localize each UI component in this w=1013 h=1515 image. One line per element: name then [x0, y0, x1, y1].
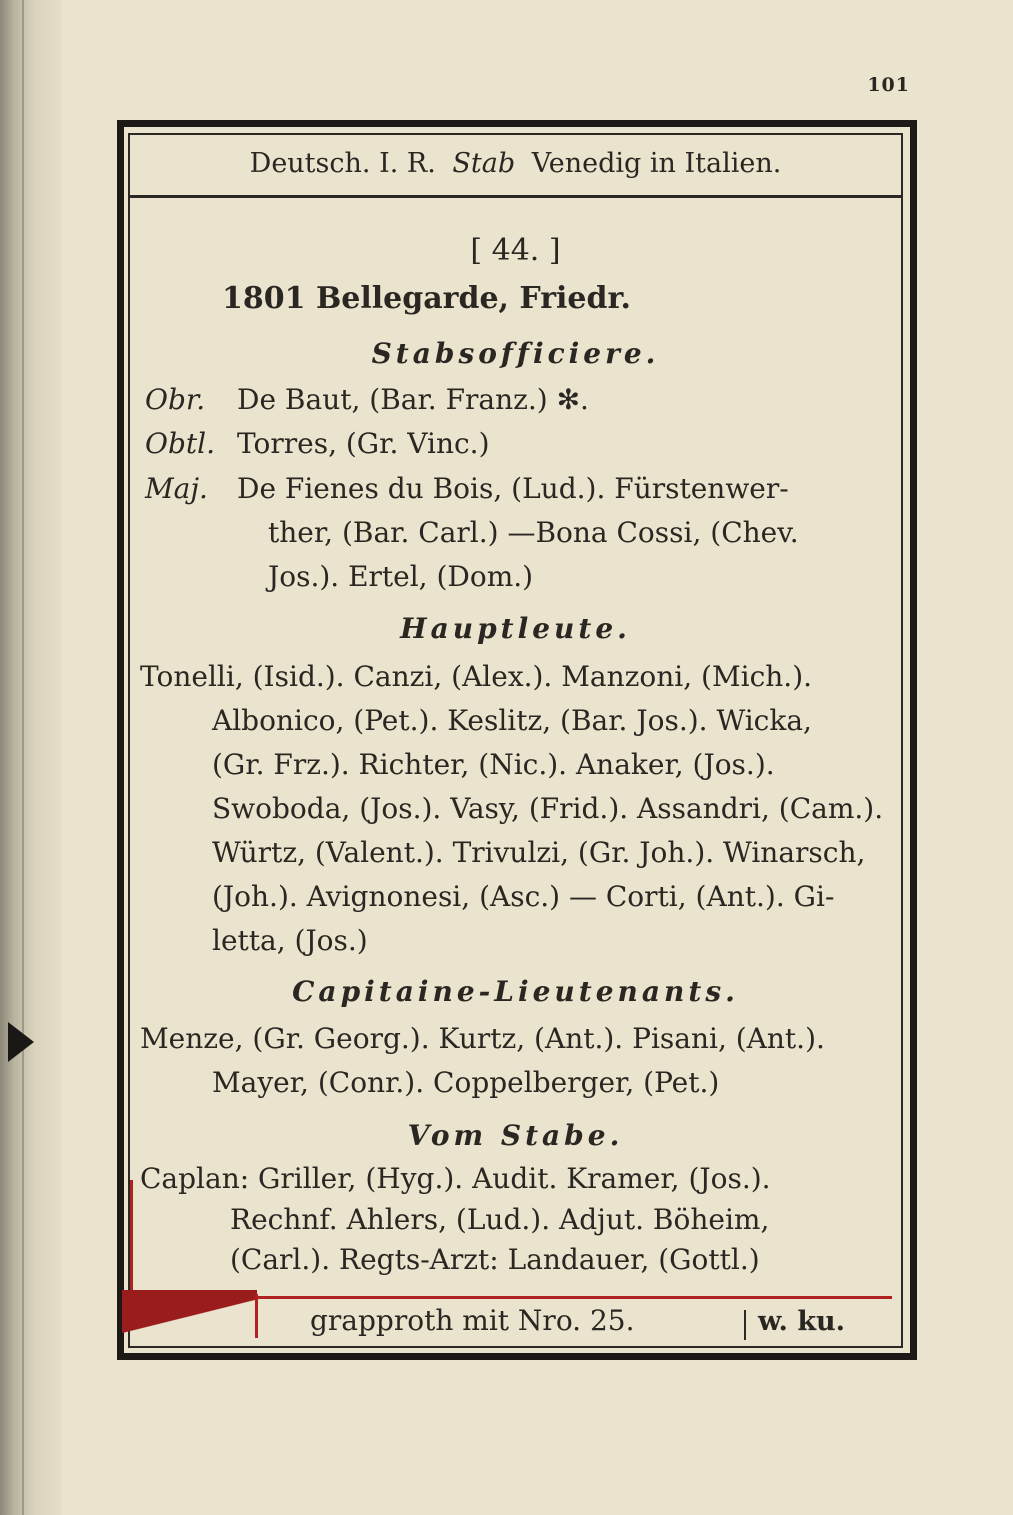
footer-facing: grapproth mit Nro. 25. — [310, 1304, 635, 1337]
book-gutter — [0, 0, 62, 1515]
entry-obr — [145, 383, 589, 417]
section-title-vom-stabe: Vom Stabe. — [407, 1119, 624, 1152]
section-title-stabsofficiere: Stabsofficiere. — [371, 337, 660, 370]
hauptleute-line-1: Tonelli, (Isid.). Canzi, (Alex.). Manzoni, (Mich.). — [140, 660, 813, 693]
entry-maj-line2: ther, (Bar. Carl.) —Bona Cossi, (Chev. — [268, 516, 799, 549]
entry-maj — [145, 472, 789, 506]
entry-obr-text: De Baut, (Bar. Franz.) ✻. — [237, 383, 589, 416]
gutter-fold-line — [22, 0, 24, 1515]
capitaine-line-1: Menze, (Gr. Georg.). Kurtz, (Ant.). Pisani, (Ant.). — [140, 1022, 825, 1055]
footer-buttons: w. ku. — [758, 1306, 846, 1337]
capitaine-line-2: Mayer, (Conr.). Coppelberger, (Pet.) — [212, 1066, 720, 1099]
entry-obtl — [145, 427, 490, 461]
page-number: 101 — [867, 74, 910, 96]
entry-obtl-text: Torres, (Gr. Vinc.) — [237, 427, 490, 460]
regiment-owner: 1801 Bellegarde, Friedr. — [222, 281, 631, 316]
hauptleute-line-4: Swoboda, (Jos.). Vasy, (Frid.). Assandri, (Cam.). — [212, 792, 884, 825]
vom-stabe-line-3: (Carl.). Regts-Arzt: Landauer, (Gottl.) — [230, 1243, 760, 1276]
hauptleute-line-7: letta, (Jos.) — [212, 924, 368, 957]
entry-maj-line1: De Fienes du Bois, (Lud.). Fürstenwer- — [237, 472, 789, 505]
hauptleute-line-6: (Joh.). Avignonesi, (Asc.) — Corti, (Ant.). Gi- — [212, 880, 835, 913]
header-location: Venedig in Italien. — [531, 148, 782, 179]
section-title-hauptleute: Hauptleute. — [400, 612, 631, 645]
rank-obr: Obr. — [145, 383, 206, 416]
header-stab: Stab — [452, 148, 516, 179]
hauptleute-line-5: Würtz, (Valent.). Trivulzi, (Gr. Joh.). Winarsch, — [212, 836, 866, 869]
footer-red-divider — [255, 1294, 258, 1338]
page-edge-marker-icon — [8, 1022, 34, 1062]
hauptleute-line-2: Albonico, (Pet.). Keslitz, (Bar. Jos.). Wicka, — [212, 704, 812, 737]
footer-separator — [744, 1310, 746, 1340]
vom-stabe-line-2: Rechnf. Ahlers, (Lud.). Adjut. Böheim, — [230, 1203, 770, 1236]
section-title-capitaine: Capitaine-Lieutenants. — [292, 975, 739, 1008]
entry-maj-line3: Jos.). Ertel, (Dom.) — [268, 560, 534, 593]
header-prefix: Deutsch. I. R. — [249, 148, 436, 179]
regiment-number: [ 44. ] — [470, 233, 561, 268]
rank-obtl: Obtl. — [145, 427, 215, 460]
rank-maj: Maj. — [145, 472, 208, 505]
facing-color-swatch — [122, 1290, 257, 1334]
page-header — [130, 138, 901, 198]
hauptleute-line-3: (Gr. Frz.). Richter, (Nic.). Anaker, (Jos.). — [212, 748, 775, 781]
vom-stabe-line-1: Caplan: Griller, (Hyg.). Audit. Kramer, (Jos.). — [140, 1162, 771, 1195]
